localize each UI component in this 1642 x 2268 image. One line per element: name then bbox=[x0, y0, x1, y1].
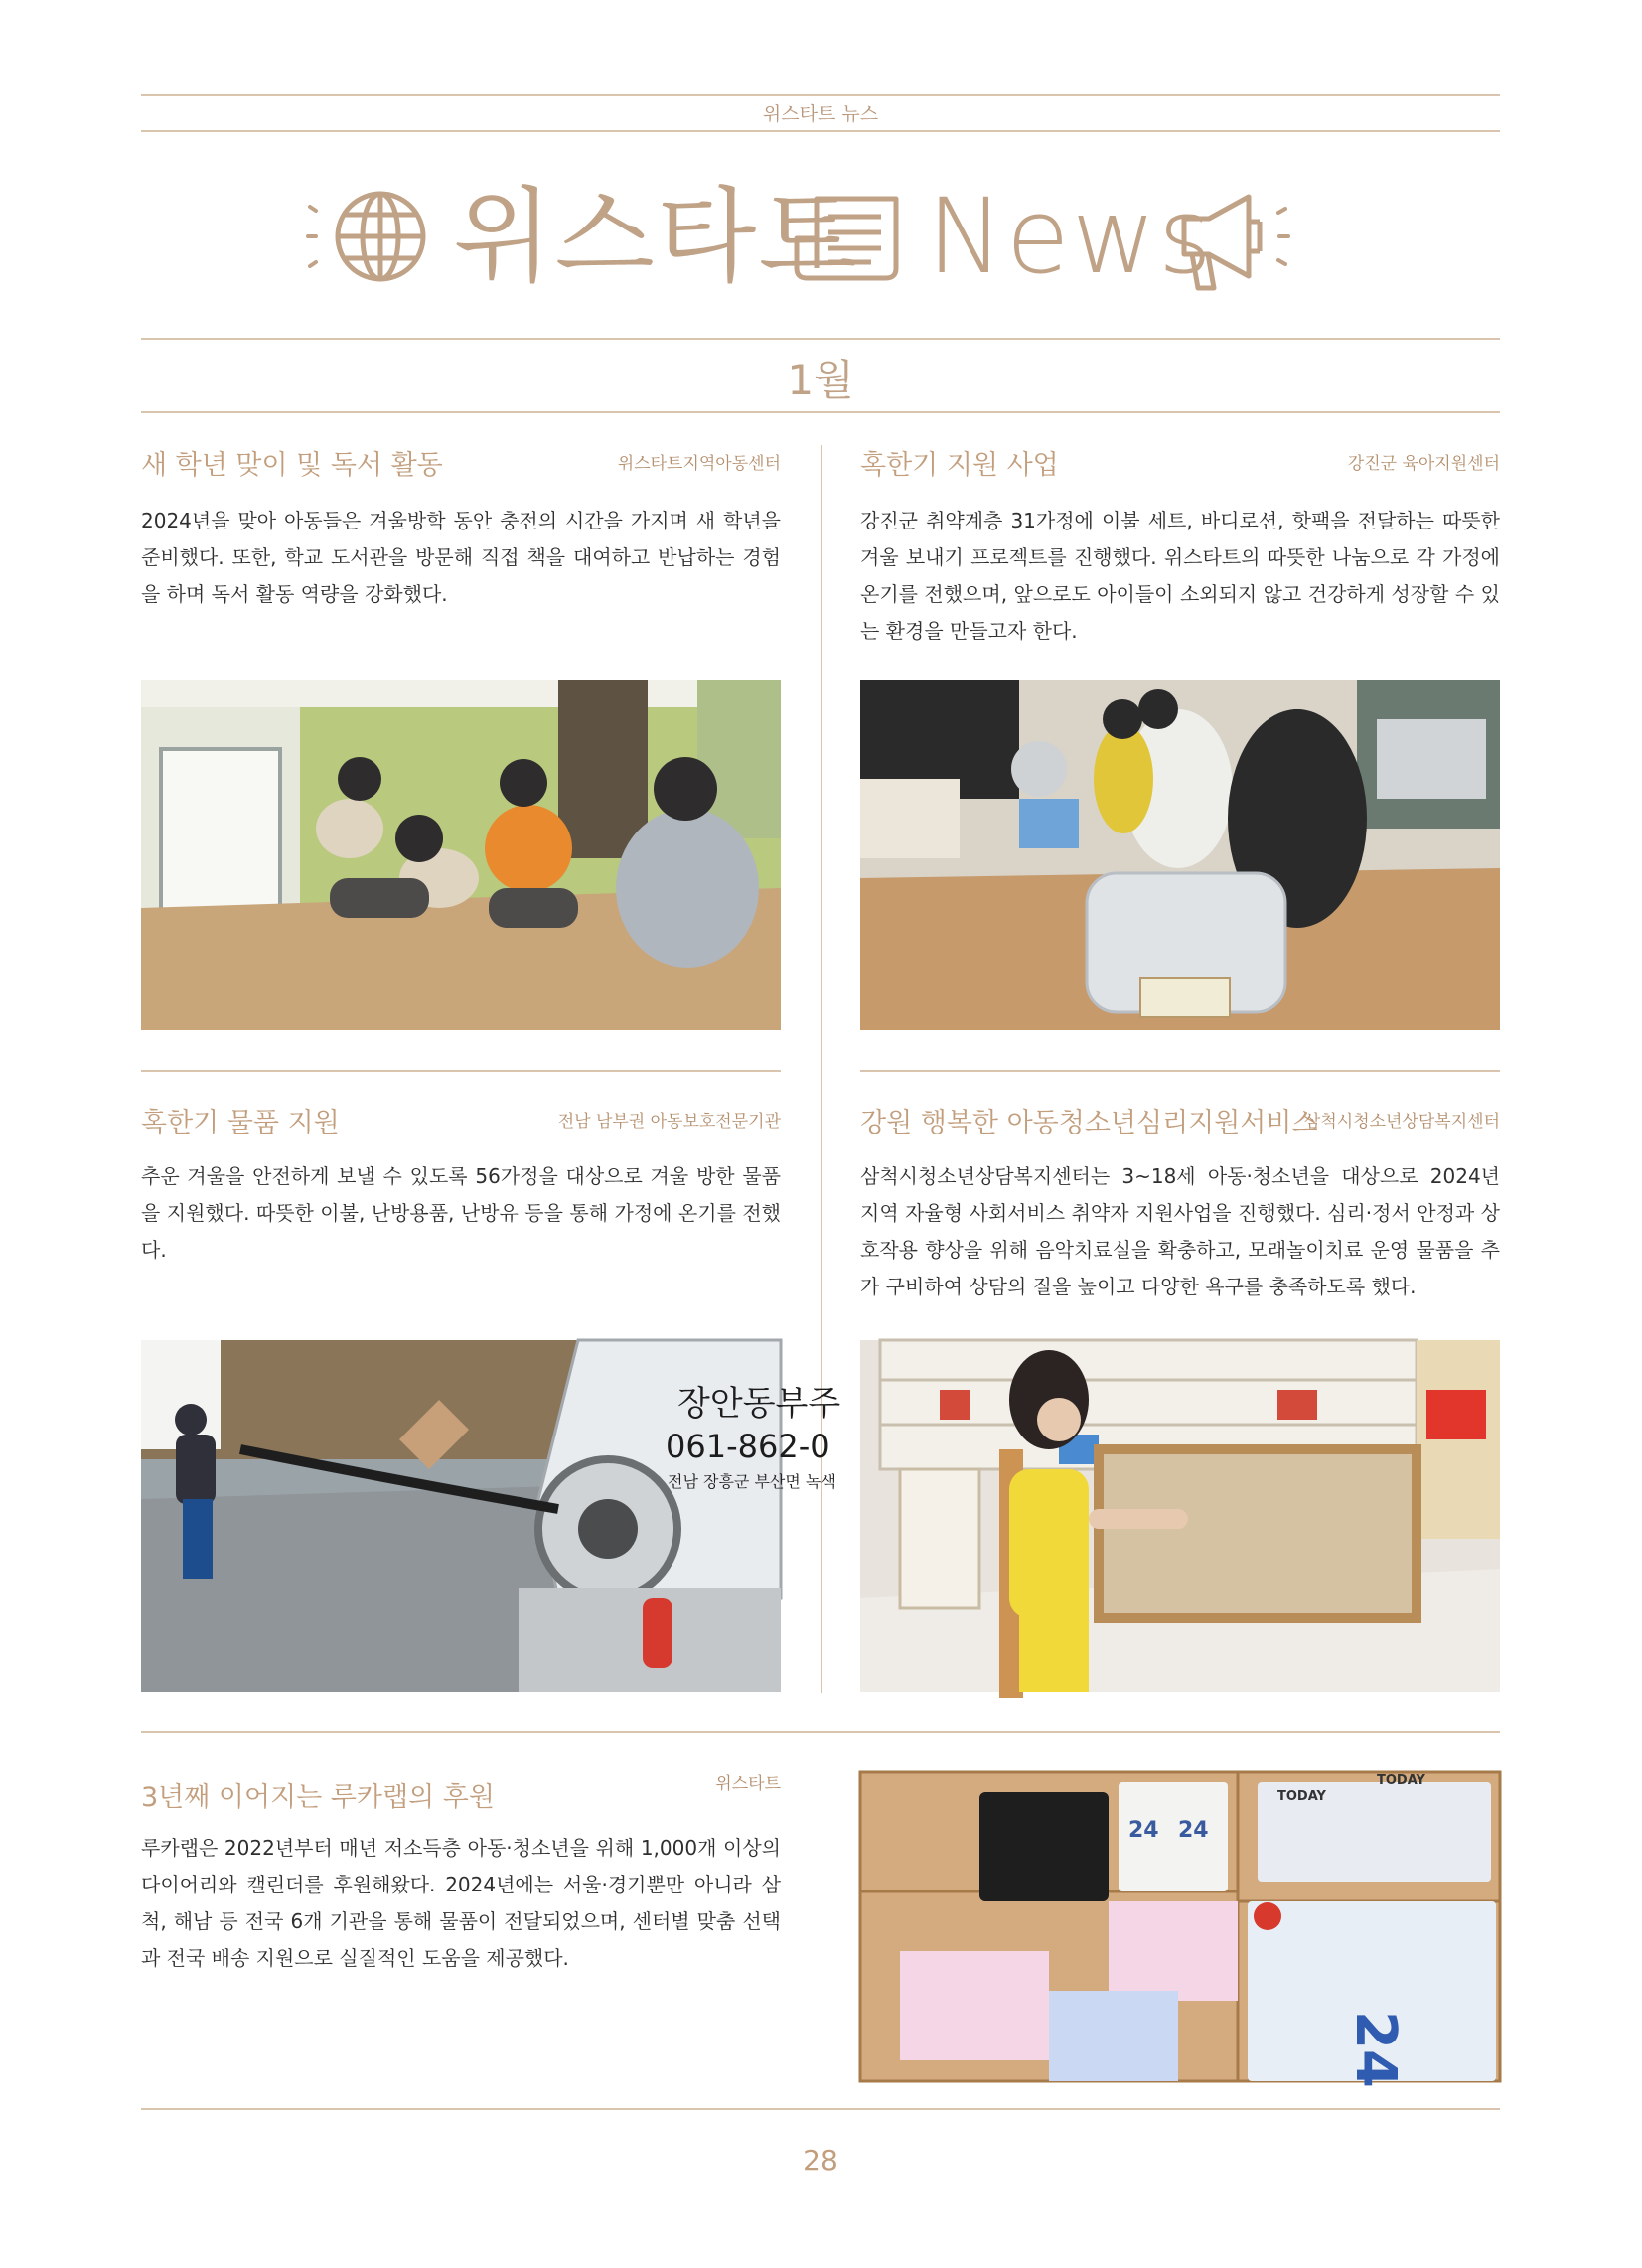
box-label-4: TODAY bbox=[1377, 1773, 1425, 1788]
top-rule-lower bbox=[141, 130, 1500, 132]
masthead-title-korean: 위스타트 bbox=[453, 176, 860, 297]
article-title: 새 학년 맞이 및 독서 활동 bbox=[141, 450, 443, 481]
column-divider bbox=[821, 445, 822, 1693]
article-body: 2024년을 맞아 아동들은 겨울방학 동안 충전의 시간을 가지며 새 학년을 준비했다. 또한, 학교 도서관을 방문해 직접 책을 대여하고 반납하는 경험을 하며 독서 활동 역량을 강화했다. bbox=[141, 509, 781, 606]
article-title: 혹한기 물품 지원 bbox=[141, 1108, 340, 1138]
footer-rule bbox=[141, 2108, 1500, 2110]
blanket-delivery-photo bbox=[860, 680, 1500, 1030]
article-body: 강진군 취약계층 31가정에 이불 세트, 바디로션, 핫팩을 전달하는 따뜻한 겨울 보내기 프로젝트를 진행했다. 위스타트의 따뜻한 나눔으로 각 가정에 온기를 전했으며, 앞으로도 아이들이 소외되지 않고 건강하게 성장할 수 있는 환경을 만들고자 한다. bbox=[860, 509, 1500, 643]
article-source: 강진군 육아지원센터 bbox=[1347, 454, 1500, 474]
running-title: 위스타트 뉴스 bbox=[762, 103, 879, 125]
month-rule-top bbox=[141, 338, 1500, 340]
page-number: 28 bbox=[803, 2144, 838, 2177]
article-title: 3년째 이어지는 루카랩의 후원 bbox=[141, 1782, 495, 1813]
month-label: 1월 bbox=[787, 356, 854, 404]
top-rule bbox=[141, 94, 1500, 96]
children-reading-activity-photo bbox=[141, 680, 781, 1030]
globe-icon bbox=[338, 194, 423, 279]
box-label-1: 24 bbox=[1128, 1818, 1159, 1843]
truck-text-line-1: 장안동부주 bbox=[677, 1384, 841, 1424]
article-body: 루카랩은 2022년부터 매년 저소득층 아동·청소년을 위해 1,000개 이상의 다이어리와 캘린더를 후원해왔다. 2024년에는 서울·경기뿐만 아니라 삼척, 해남 등 전국 6개 기관을 통해 물품이 전달되었으며, 센터별 맞춤 선택과 전국 배송 지원으로 실질적인 도움을 제공했다. bbox=[141, 1836, 781, 1970]
box-label-2: 24 bbox=[1178, 1818, 1209, 1843]
sand-play-therapy-photo bbox=[860, 1340, 1500, 1692]
bottom-section-rule bbox=[141, 1731, 1500, 1733]
article-source: 위스타트지역아동센터 bbox=[617, 454, 781, 474]
month-rule-bottom bbox=[141, 411, 1500, 413]
box-label-5: 24 bbox=[1343, 2011, 1408, 2088]
masthead-title-english: News bbox=[927, 176, 1215, 297]
heating-oil-delivery-photo bbox=[141, 1340, 841, 1692]
article-source: 전남 남부권 아동보호전문기관 bbox=[557, 1112, 781, 1132]
article-title: 강원 행복한 아동청소년심리지원서비스 bbox=[860, 1108, 1318, 1138]
article-source: 삼척시청소년상담복지센터 bbox=[1303, 1112, 1500, 1132]
box-label-3: TODAY bbox=[1277, 1789, 1326, 1804]
truck-text-line-3: 전남 장흥군 부산면 녹색 bbox=[668, 1472, 836, 1491]
truck-text-line-2: 061-862-0 bbox=[666, 1428, 830, 1465]
left-column-rule bbox=[141, 1070, 781, 1072]
masthead bbox=[141, 177, 1500, 296]
article-source: 위스타트 bbox=[715, 1774, 781, 1794]
right-column-rule bbox=[860, 1070, 1500, 1072]
article-body: 추운 겨울을 안전하게 보낼 수 있도록 56가정을 대상으로 겨울 방한 물품을 지원했다. 따뜻한 이불, 난방용품, 난방유 등을 통해 가정에 온기를 전했다. bbox=[141, 1164, 781, 1262]
article-body: 삼척시청소년상담복지센터는 3~18세 아동·청소년을 대상으로 2024년 지역 자율형 사회서비스 취약자 지원사업을 진행했다. 심리·정서 안정과 상호작용 향상을 위해 음악치료실을 확충하고, 모래놀이치료 운영 물품을 추가 구비하여 상담의 질을 높이고 다양한 욕구를 충족하도록 했다. bbox=[860, 1164, 1500, 1298]
article-title: 혹한기 지원 사업 bbox=[860, 450, 1059, 481]
donated-diaries-photo bbox=[860, 1772, 1500, 2088]
